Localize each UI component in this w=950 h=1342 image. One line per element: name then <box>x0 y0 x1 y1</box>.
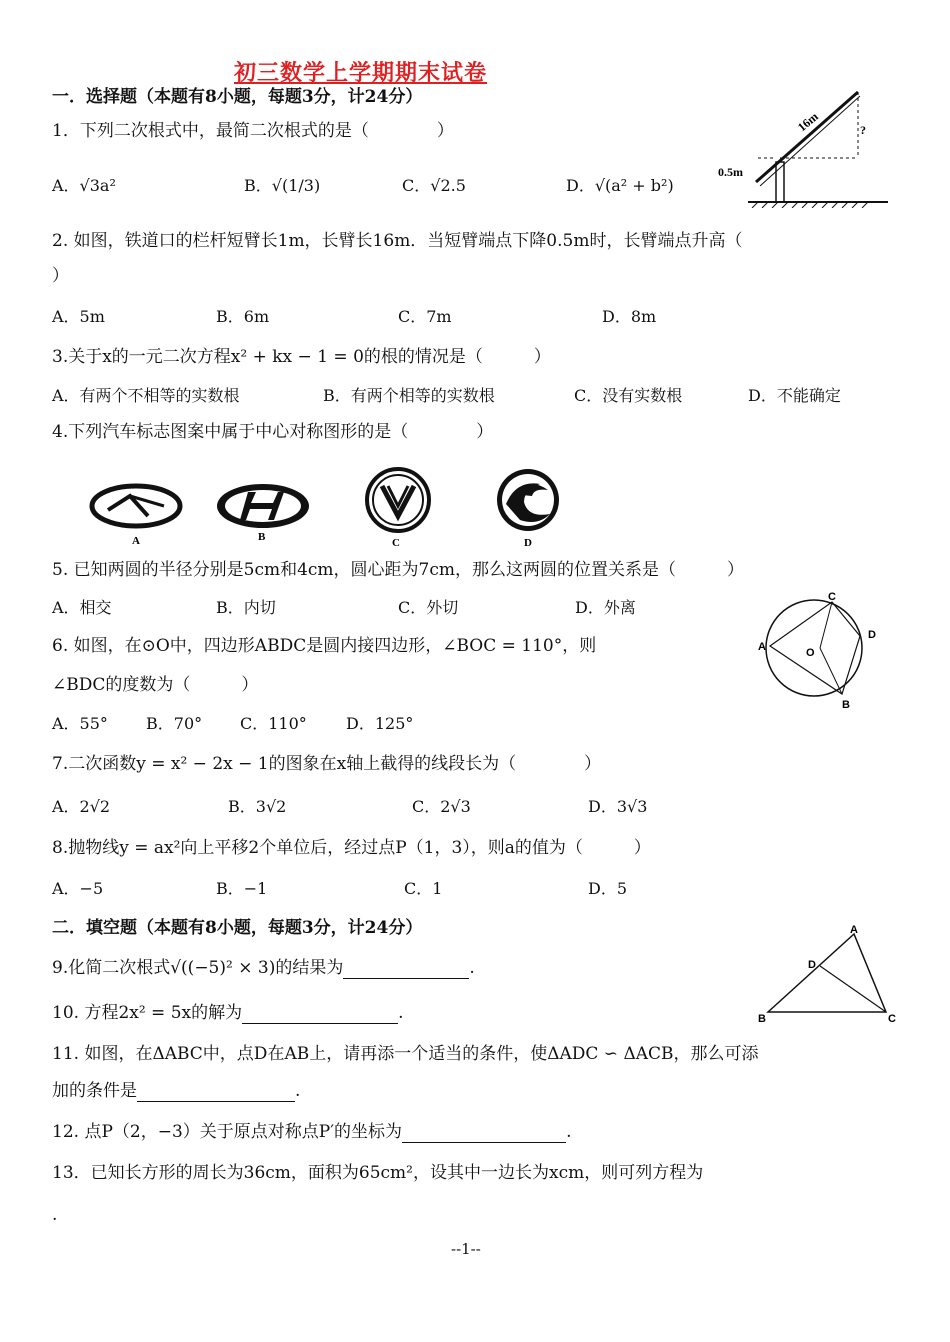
q6-option-a: A．55° <box>52 714 108 733</box>
inscribed-quadrilateral-figure <box>752 588 888 714</box>
question-6-cont: ∠BDC的度数为（ ） <box>52 675 259 695</box>
short-arm-label: 0.5m <box>718 165 743 179</box>
q1-option-c: C．√2.5 <box>402 176 466 195</box>
question-8: 8.抛物线y = ax²向上平移2个单位后，经过点P（1，3），则a的值为（ ） <box>52 838 651 858</box>
q7-option-b: B．3√2 <box>228 797 287 816</box>
question-11-end: . <box>295 1081 301 1101</box>
q8-option-a: A．−5 <box>52 879 104 898</box>
q5-option-c: C．外切 <box>398 598 459 617</box>
logo-c-icon <box>367 469 429 531</box>
question-11-text2: 加的条件是 <box>52 1081 137 1101</box>
question-13-cont: . <box>52 1205 58 1225</box>
question-3: 3.关于x的一元二次方程x² + kx − 1 = 0的根的情况是（ ） <box>52 347 551 367</box>
q6-option-d: D．125° <box>346 714 414 733</box>
question-10 <box>52 1002 404 1024</box>
question-5: 5. 已知两圆的半径分别是5cm和4cm，圆心距为7cm，那么这两圆的位置关系是（ ） <box>52 560 744 580</box>
q2-option-b: B．6m <box>216 307 270 326</box>
q5-option-a: A．相交 <box>52 598 112 617</box>
question-2-cont: ） <box>52 266 69 286</box>
answer-blank-11[interactable] <box>137 1083 295 1102</box>
tri-c-label: C <box>888 1013 896 1025</box>
q7-option-a: A．2√2 <box>52 797 111 816</box>
logo-d-icon <box>497 469 559 531</box>
page-title: 初三数学上学期期末试卷 <box>234 60 488 86</box>
tri-a-label: A <box>850 924 858 936</box>
q5-option-b: B．内切 <box>216 598 276 617</box>
q8-option-d: D．5 <box>588 879 628 898</box>
logo-b-icon <box>217 484 309 528</box>
question-10-end: . <box>398 1003 404 1023</box>
logo-label-a: A <box>132 535 140 547</box>
answer-blank-10[interactable] <box>242 1005 398 1024</box>
answer-blank-12[interactable] <box>402 1124 566 1143</box>
triangle-figure <box>752 924 902 1028</box>
question-9-text: 9.化简二次根式√((−5)² × 3)的结果为 <box>52 958 344 978</box>
q6-option-c: C．110° <box>240 714 307 733</box>
question-10-text: 10. 方程2x² = 5x的解为 <box>52 1003 243 1023</box>
car-logos-figure <box>88 466 578 550</box>
long-arm-label: 16m <box>794 109 821 135</box>
question-9-end: . <box>469 958 475 978</box>
question-2: 2. 如图，铁道口的栏杆短臂长1m，长臂长16m．当短臂端点下降0.5m时，长臂端点升高（ <box>52 231 743 251</box>
q6-option-b: B．70° <box>146 714 203 733</box>
q1-option-d: D．√(a² + b²) <box>566 176 674 195</box>
question-1: 1．下列二次根式中，最简二次根式的是（ ） <box>52 121 454 141</box>
q8-option-c: C．1 <box>404 879 443 898</box>
logo-label-c: C <box>392 537 400 549</box>
tri-d-label: D <box>808 959 816 971</box>
question-12-text: 12. 点P（2，−3）关于原点对称点P′的坐标为 <box>52 1122 403 1142</box>
question-6: 6. 如图，在⊙O中，四边形ABDC是圆内接四边形，∠BOC = 110°，则 <box>52 636 597 656</box>
q1-option-a: A．√3a² <box>52 176 116 195</box>
question-4: 4.下列汽车标志图案中属于中心对称图形的是（ ） <box>52 422 494 442</box>
question-12-end: . <box>566 1122 572 1142</box>
logo-label-b: B <box>258 531 266 543</box>
question-11: 11. 如图，在ΔABC中，点D在AB上，请再添一个适当的条件，使ΔADC ∽ ΔACB，那么可添 <box>52 1044 759 1064</box>
q8-option-b: B．−1 <box>216 879 268 898</box>
q3-option-b: B．有两个相等的实数根 <box>323 386 495 405</box>
point-d-label: D <box>868 629 876 641</box>
tri-b-label: B <box>758 1013 766 1025</box>
q3-option-d: D．不能确定 <box>748 386 841 405</box>
point-b-label: B <box>842 699 850 711</box>
logo-label-d: D <box>524 537 532 549</box>
q3-option-a: A．有两个不相等的实数根 <box>52 386 240 405</box>
q3-option-c: C．没有实数根 <box>574 386 683 405</box>
question-12 <box>52 1121 571 1143</box>
railroad-bar-figure <box>718 82 902 208</box>
point-a-label: A <box>758 641 766 653</box>
question-9 <box>52 957 475 979</box>
q1-option-b: B．√(1/3) <box>244 176 321 195</box>
q7-option-d: D．3√3 <box>588 797 648 816</box>
q2-option-d: D．8m <box>602 307 657 326</box>
section-heading-choice: 一．选择题（本题有8小题，每题3分，计24分） <box>52 87 423 107</box>
page-number: --1-- <box>451 1240 481 1258</box>
question-7: 7.二次函数y = x² − 2x − 1的图象在x轴上截得的线段长为（ ） <box>52 754 602 774</box>
question-11-cont <box>52 1080 300 1102</box>
q5-option-d: D．外离 <box>575 598 636 617</box>
q7-option-c: C．2√3 <box>412 797 471 816</box>
q2-option-a: A．5m <box>52 307 105 326</box>
center-o-label: O <box>806 647 815 659</box>
section-heading-fill: 二．填空题（本题有8小题，每题3分，计24分） <box>52 918 423 938</box>
answer-blank-9[interactable] <box>343 960 469 979</box>
point-c-label: C <box>828 591 836 603</box>
q2-option-c: C．7m <box>398 307 452 326</box>
logo-a-icon <box>92 486 180 526</box>
question-13: 13．已知长方形的周长为36cm，面积为65cm²，设其中一边长为xcm，则可列方程为 <box>52 1163 704 1183</box>
unknown-label: ? <box>860 123 866 137</box>
